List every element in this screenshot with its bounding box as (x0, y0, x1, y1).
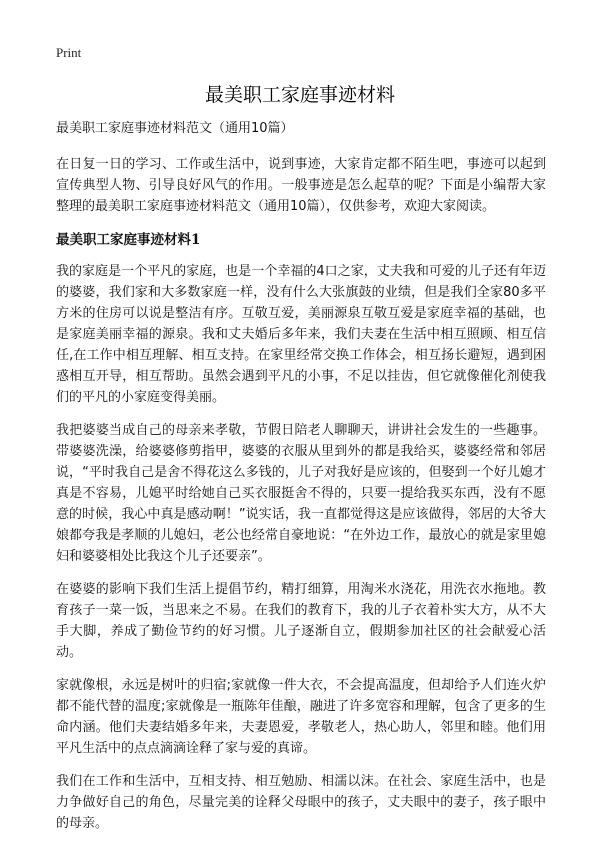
body-paragraph: 在婆婆的影响下我们生活上提倡节约，精打细算，用淘米水浇花，用洗衣水拖地。教育孩子一菜一饭，当思来之不易。在我们的教育下，我的儿子衣着朴实大方，从不大手大脚，养成了勤俭节约的好习惯。儿子逐渐自立，假期参加社区的社会献爱心活动。 (56, 582, 546, 660)
article-subtitle: 最美职工家庭事迹材料范文（通用10篇） (56, 121, 294, 136)
print-link[interactable]: Print (56, 45, 82, 60)
section-heading: 最美职工家庭事迹材料1 (56, 232, 201, 248)
body-paragraph: 我们在工作和生活中，互相支持、相互勉励、相濡以沫。在社会、家庭生活中，也是力争做好自己的角色，尽量完美的诠释父母眼中的孩子，丈夫眼中的妻子，孩子眼中的母亲。 (56, 774, 546, 831)
body-paragraph: 家就像根，永远是树叶的归宿;家就像一件大衣，不会提高温度，但却给予人们连火炉都不能代替的温度;家就像是一瓶陈年佳酿，融进了许多宽容和理解，包含了更多的生命内涵。他们夫妻结婚多年来，夫妻恩爱，孝敬老人，热心助人，邻里和睦。他们用平凡生活中的点点滴滴诠释了家与爱的真谛。 (56, 678, 546, 756)
body-paragraph: 我的家庭是一个平凡的家庭，也是一个幸福的4口之家，丈夫我和可爱的儿子还有年迈的婆婆，我们家和大多数家庭一样，没有什么大张旗鼓的业绩，但是我们全家80多平方米的住房可以说是整洁有序。互敬互爱，美丽源泉互敬互爱是家庭幸福的基础，也是家庭美丽幸福的源泉。我和丈夫婚后多年来，我们夫妻在生活中相互照顾、相互信任,在工作中相互理解、相互支持。在家里经常交换工作体会，相互扬长避短，遇到困惑相互开导，相互帮助。虽然会遇到平凡的小事，不足以挂齿，但它就像催化剂使我们的平凡的小家庭变得美丽。 (56, 264, 546, 405)
intro-paragraph: 在日复一日的学习、工作或生活中，说到事迹，大家肯定都不陌生吧，事迹可以起到宣传典型人物、引导良好风气的作用。一般事迹是怎么起草的呢？下面是小编帮大家整理的最美职工家庭事迹材料范文（通用10篇），仅供参考，欢迎大家阅读。 (56, 157, 546, 214)
body-paragraph: 我把婆婆当成自己的母亲来孝敬，节假日陪老人聊聊天，讲讲社会发生的一些趣事。带婆婆洗澡，给婆婆修剪指甲，婆婆的衣服从里到外的都是我给买，婆婆经常和邻居说，“平时我自己是舍不得花这么多钱的，儿子对我好是应该的，但娶到一个好儿媳才真是不容易，儿媳平时给她自己买衣服挺舍不得的，只要一提给我买东西，没有不愿意的时候，我心中真是感动啊！”说实话，我一直都觉得这是应该做得，邻居的大爷大娘都夸我是孝顺的儿媳妇，老公也经常自豪地说：“在外边工作，最放心的就是家里媳妇和婆婆相处比我这个儿子还要亲”。 (56, 423, 546, 564)
article-body (56, 118, 546, 846)
page-title: 最美职工家庭事迹材料 (204, 84, 395, 106)
